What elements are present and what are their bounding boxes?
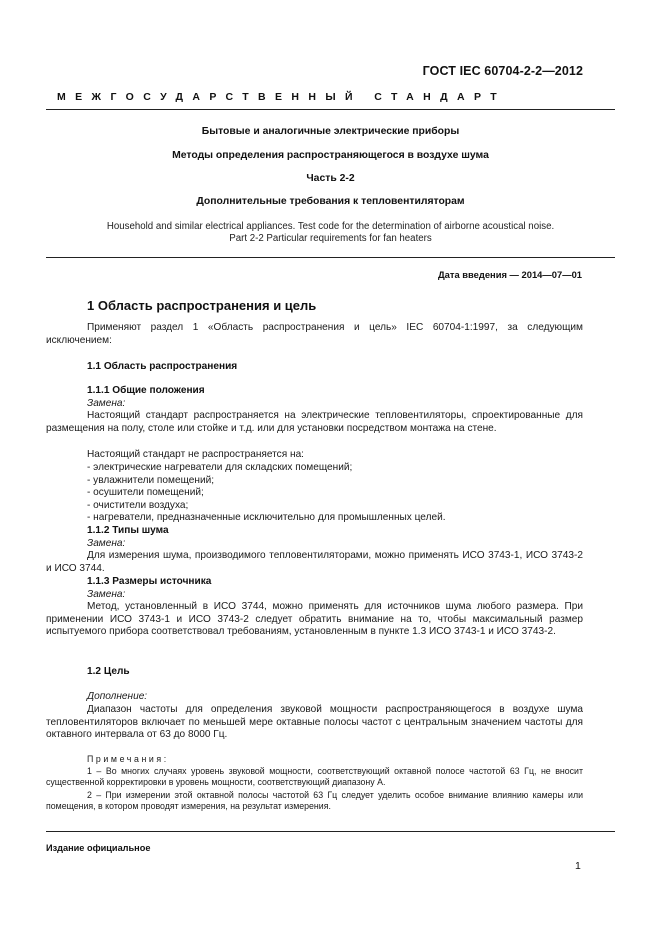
exclusion-item: - очистители воздуха; [87, 500, 189, 511]
interstate-banner: МЕЖГОСУДАРСТВЕННЫЙ СТАНДАРТ [57, 91, 507, 103]
exclusion-item: - электрические нагреватели для складских помещений; [87, 462, 353, 473]
official-edition-label: Издание официальное [46, 843, 151, 853]
replacement-label-3: Замена: [87, 589, 126, 600]
addition-label: Дополнение: [87, 691, 148, 702]
source-size-paragraph: Метод, установленный в ИСО 3744, можно применять для источников шума любого размера. При применении ИСО 3743-1 и ИСО 3743-2 следует обратить внимание на то, чтобы максимальный размер испытуемого прибора соответствовал требованиям, установленным в пункте 1.3 ИСО 3743-1 и ИСО 3743-2. [46, 601, 583, 638]
purpose-paragraph: Диапазон частоты для определения звуковой мощности распространяющегося в воздухе шума тепловентиляторов включает по меньшей мере октавные полосы частот с центральным значением частоты для октавного интервала от 63 до 8000 Гц. [46, 704, 583, 741]
notes-heading: Примечания: [87, 754, 169, 764]
section-1-heading: 1 Область распространения и цель [87, 298, 317, 313]
title-line-2: Методы определения распространяющегося в воздухе шума [172, 150, 489, 161]
exclusion-item: - нагреватели, предназначенные исключительно для промышленных целей. [87, 512, 446, 523]
exclusion-item: - осушители помещений; [87, 487, 204, 498]
section-1-intro: Применяют раздел 1 «Область распространения и цель» IEC 60704-1:1997, за следующим исключением: [46, 322, 583, 346]
section-1-1-3-heading: 1.1.3 Размеры источника [87, 576, 212, 587]
section-1-1-1-heading: 1.1.1 Общие положения [87, 385, 205, 396]
english-title-line-1: Household and similar electrical appliances. Test code for the determination of airborne acoustical noise. [106, 221, 555, 232]
section-1-1-heading: 1.1 Область распространения [87, 361, 238, 372]
replacement-label-2: Замена: [87, 538, 126, 549]
standard-number: ГОСТ IEC 60704-2-2—2012 [422, 64, 583, 78]
scope-paragraph: Настоящий стандарт распространяется на электрические тепловентиляторы, спроектированные для размещения на полу, столе или стойке и т.д. или для установки посредством монтажа на стене. [46, 410, 583, 434]
noise-types-paragraph: Для измерения шума, производимого тепловентиляторами, можно применять ИСО 3743-1, ИСО 3743-2 и ИСО 3744. [46, 550, 583, 574]
page-number: 1 [575, 860, 581, 872]
title-line-1: Бытовые и аналогичные электрические приборы [201, 126, 460, 137]
english-title-line-2: Part 2-2 Particular requirements for fan heaters [229, 233, 432, 244]
header-divider [46, 109, 615, 110]
footer-divider [46, 831, 615, 832]
title-divider [46, 257, 615, 258]
not-applicable-intro: Настоящий стандарт не распространяется на: [87, 449, 304, 460]
note-1: 1 – Во многих случаях уровень звуковой мощности, соответствующий октавной полосе частотой 63 Гц, не вносит существенной корректировки в уровень мощности, соответствующий диапазону А. [46, 766, 583, 788]
introduction-date: Дата введения — 2014—07—01 [437, 269, 582, 280]
note-2: 2 – При измерении этой октавной полосы частотой 63 Гц следует уделить особое внимание влиянию камеры или помещения, в котором проводят измерения, на результат измерения. [46, 790, 583, 812]
section-1-2-heading: 1.2 Цель [87, 666, 130, 677]
exclusion-item: - увлажнители помещений; [87, 475, 215, 486]
title-line-3: Часть 2-2 [306, 173, 355, 184]
section-1-1-2-heading: 1.1.2 Типы шума [87, 525, 169, 536]
replacement-label-1: Замена: [87, 398, 126, 409]
title-line-4: Дополнительные требования к тепловентиляторам [196, 196, 465, 207]
